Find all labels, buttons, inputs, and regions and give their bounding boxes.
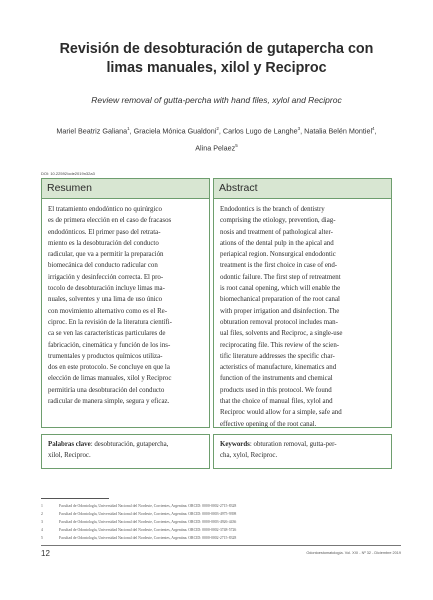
title-line-2: limas manuales, xilol y Reciproc: [106, 60, 327, 76]
author-list: [20, 121, 413, 156]
palabras-clave-line-2: xilol, Reciproc.: [48, 452, 91, 460]
resumen-text: [42, 199, 209, 407]
palabras-clave-box: [41, 434, 210, 469]
keywords-box: [213, 434, 392, 469]
keywords-line-1: [220, 439, 385, 450]
author-affiliation: 3: [297, 126, 301, 131]
abstract-line: reciprocating file. This review of the scien-: [220, 341, 340, 349]
resumen-line: ciproc. En la revisión de la literatura científi-: [48, 318, 172, 326]
page-footer-rule: [41, 545, 401, 546]
keywords-line-2: cha, xylol, Reciproc.: [220, 452, 278, 460]
resumen-line: biomecánica del conducto radicular con: [48, 262, 158, 270]
author-name: Mariel Beatriz Galiana: [56, 126, 128, 136]
footnote-4: 4 Facultad de Odontología, Universidad Nacional del Nordeste, Corrientes, Argentina. ORCID: 0000-0002-3748-5726: [41, 528, 237, 532]
resumen-line: dos en este protocolo. Se concluye en que la: [48, 364, 170, 372]
abstract-line: with proper irrigation and disinfection. The: [220, 307, 340, 315]
resumen-box: [41, 178, 210, 428]
author-name: Carlos Lugo de Langhe: [222, 126, 298, 136]
resumen-line: es de primera elección en el caso de fracasos: [48, 217, 172, 225]
resumen-line: irrigación y desinfección correcta. El pro-: [48, 273, 164, 281]
keywords-text: : obturation removal, gutta-per-: [249, 441, 337, 448]
footnote-rule: [41, 498, 109, 499]
resumen-line: ca se ven las características particulares de: [48, 330, 166, 338]
article-title: [20, 40, 413, 78]
author-name: Alina Pelaez: [195, 143, 236, 153]
resumen-line: elección de limas manuales, xilol y Reciproc: [48, 375, 172, 383]
abstract-line: acteristics of manufacture, kinematics and: [220, 364, 337, 372]
palabras-clave-text: : desobturación, gutapercha,: [90, 441, 169, 448]
journal-reference: Odontoestomatología. Vol. XXI - Nº 32 - Diciembre 2019: [306, 551, 401, 555]
abstract-line: odontic failure. The first step of retreatment: [220, 273, 341, 281]
author-affiliation: 2: [216, 126, 219, 131]
author-name: Graciela Mónica Gualdoni: [133, 126, 217, 136]
article-subtitle: Review removal of gutta-percha with hand files, xylol and Reciproc: [91, 95, 342, 105]
abstract-line: Endodontics is the branch of dentistry: [220, 206, 325, 213]
resumen-line: El tratamiento endodóntico no quirúrgico: [48, 206, 162, 213]
abstract-line: that the choice of manual files, xylol and: [220, 398, 333, 406]
abstract-line: function of the instruments and chemical: [220, 375, 333, 383]
resumen-line: con movimiento alternativo como es el Re-: [48, 307, 168, 315]
abstract-line: tific literature addresses the specific char-: [220, 352, 335, 360]
resumen-line: endodónticos. El primer paso del retrata-: [48, 228, 161, 236]
resumen-line: fabricación, cinemática y función de los ins-: [48, 341, 171, 349]
abstract-line: obturation removal protocol includes man-: [220, 318, 338, 326]
footnote-2: 2 Facultad de Odontología, Universidad Nacional del Nordeste, Corrientes, Argentina. ORCID: 0000-0003-4975-9398: [41, 512, 237, 516]
abstract-line: nosis and treatment of pathological alter-: [220, 228, 333, 236]
title-line-1: Revisión de desobturación de gutapercha con: [59, 41, 374, 57]
abstract-line: biomechanical preparation of the root canal: [220, 296, 340, 304]
abstract-text: [214, 199, 391, 430]
abstract-line: ual files, solvents and Reciproc, a single-use: [220, 330, 343, 338]
abstract-heading: Abstract: [214, 179, 391, 199]
resumen-line: trumentales y productos químicos utiliza-: [48, 352, 163, 360]
resumen-heading: Resumen: [42, 179, 209, 199]
abstract-line: Reciproc would allow for a simple, safe and: [220, 409, 342, 417]
resumen-line: tocolo de desobturación incluye limas ma-: [48, 285, 165, 293]
author-affiliation: 1: [127, 126, 130, 131]
abstract-line: comprising the etiology, prevention, diag-: [220, 217, 336, 225]
footnote-1: 1 Facultad de Odontología, Universidad Nacional del Nordeste, Corrientes, Argentina. ORCID: 0000-0002-2715-8328: [41, 504, 237, 508]
footnote-5: 5 Facultad de Odontología, Universidad Nacional del Nordeste, Corrientes, Argentina. ORCID: 0000-0002-2715-8328: [41, 536, 237, 540]
author-line-2: [20, 138, 413, 155]
palabras-clave-line-1: [48, 439, 203, 450]
abstract-line: periapical region. Nonsurgical endodontic: [220, 251, 336, 259]
author-line-1: Mariel Beatriz Galiana$^1$, Graciela Mónica Gualdoni$^2$, Carlos Lugo de Langhe$^3$, Natalia Belén Montiel$^4$,: [56, 126, 377, 136]
palabras-clave-label: Palabras clave: [48, 441, 91, 448]
resumen-line: permitiría una desobturación del conducto: [48, 386, 165, 394]
abstract-line: is root canal opening, which will enable the: [220, 285, 341, 293]
author-name: Natalia Belén Montiel: [304, 126, 373, 136]
page-number: 12: [41, 549, 50, 558]
abstract-line: effective opening of the root canal.: [220, 420, 317, 428]
abstract-box: [213, 178, 392, 428]
resumen-line: miento es la desobturación del conducto: [48, 239, 159, 247]
abstract-line: products used in this protocol. We found: [220, 386, 332, 394]
resumen-line: radicular de manera simple, segura y eficaz.: [48, 398, 170, 406]
doi-link[interactable]: DOI: 10.22592/ode2019n32a3: [41, 171, 95, 176]
abstract-line: ations of the dental pulp in the apical and: [220, 239, 334, 247]
author-affiliation: 4: [372, 126, 375, 131]
abstract-line: treatment is the first choice in case of end-: [220, 262, 338, 270]
author-affiliation: 5: [235, 143, 238, 149]
resumen-line: nuales, solventes y una lima de uso único: [48, 296, 163, 304]
keywords-label: Keywords: [220, 441, 250, 448]
footnote-3: 3 Facultad de Odontología, Universidad Nacional del Nordeste, Corrientes, Argentina. ORCID: 0000-0003-4926-4436: [41, 520, 237, 524]
resumen-line: radicular, que va a permitir la preparación: [48, 251, 164, 259]
